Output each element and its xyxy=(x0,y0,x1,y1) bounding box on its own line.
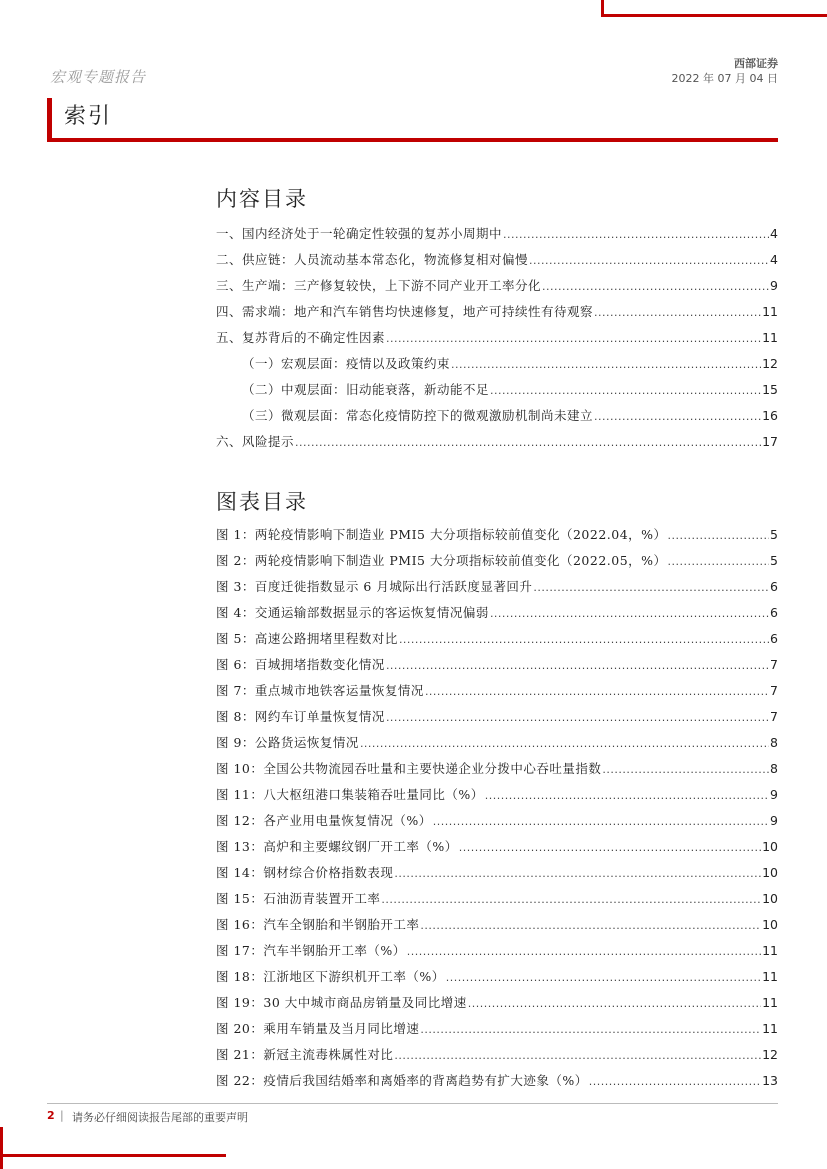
leader-dots xyxy=(490,603,769,624)
top-right-accent-horizontal xyxy=(601,14,827,17)
figure-item[interactable] xyxy=(216,1019,778,1039)
toc-item[interactable] xyxy=(216,432,778,452)
leader-dots xyxy=(360,733,769,754)
toc-item[interactable] xyxy=(216,328,778,348)
figure-item[interactable] xyxy=(216,889,778,909)
figure-item-page: 12 xyxy=(762,1047,778,1062)
leader-dots xyxy=(433,811,769,832)
leader-dots xyxy=(589,1071,761,1092)
toc-item-page: 4 xyxy=(770,226,778,241)
toc-item-label: 一、国内经济处于一轮确定性较强的复苏小周期中 xyxy=(216,226,503,241)
figure-item[interactable] xyxy=(216,733,778,753)
leader-dots xyxy=(381,889,761,910)
figure-item-page: 7 xyxy=(770,709,778,724)
leader-dots xyxy=(399,629,769,650)
toc-item[interactable] xyxy=(216,250,778,270)
leader-dots xyxy=(394,1045,761,1066)
figure-item-label: 图 14：钢材综合价格指数表现 xyxy=(216,865,394,880)
toc-item-label: 六、风险提示 xyxy=(216,434,295,449)
toc-item-page: 12 xyxy=(762,356,778,371)
figures-title: 图表目录 xyxy=(216,490,308,514)
figure-item-label: 图 2：两轮疫情影响下制造业 PMI5 大分项指标较前值变化（2022.05，%） xyxy=(216,553,667,568)
toc-subitem[interactable] xyxy=(216,380,778,400)
figure-item[interactable] xyxy=(216,759,778,779)
leader-dots xyxy=(668,525,770,546)
leader-dots xyxy=(503,224,769,245)
leader-dots xyxy=(295,432,761,453)
toc-item-page: 16 xyxy=(762,408,778,423)
figure-item-label: 图 19：30 大中城市商品房销量及同比增速 xyxy=(216,995,467,1010)
figure-item-label: 图 4：交通运输部数据显示的客运恢复情况偏弱 xyxy=(216,605,489,620)
leader-dots xyxy=(594,406,761,427)
toc-item-label: （一）宏观层面：疫情以及政策约束 xyxy=(242,356,451,371)
footer-divider xyxy=(47,1103,778,1104)
figure-item-label: 图 7：重点城市地铁客运量恢复情况 xyxy=(216,683,424,698)
figure-item[interactable] xyxy=(216,967,778,987)
contents-title: 内容目录 xyxy=(216,187,308,211)
figure-item-label: 图 12：各产业用电量恢复情况（%） xyxy=(216,813,432,828)
footer-disclaimer: 请务必仔细阅读报告尾部的重要声明 xyxy=(72,1111,248,1124)
figure-item-label: 图 17：汽车半钢胎开工率（%） xyxy=(216,943,406,958)
figure-item-label: 图 20：乘用车销量及当月同比增速 xyxy=(216,1021,420,1036)
leader-dots xyxy=(485,785,769,806)
report-type: 宏观专题报告 xyxy=(50,68,147,86)
leader-dots xyxy=(594,302,761,323)
figure-item-page: 10 xyxy=(762,839,778,854)
figure-item-label: 图 22：疫情后我国结婚率和离婚率的背离趋势有扩大迹象（%） xyxy=(216,1073,588,1088)
leader-dots xyxy=(386,655,769,676)
figure-item-page: 10 xyxy=(762,891,778,906)
leader-dots xyxy=(533,577,769,598)
leader-dots xyxy=(446,967,761,988)
figure-item-label: 图 6：百城拥堵指数变化情况 xyxy=(216,657,385,672)
figure-item-page: 7 xyxy=(770,657,778,672)
toc-item-page: 15 xyxy=(762,382,778,397)
figure-item[interactable] xyxy=(216,629,778,649)
figure-item-label: 图 8：网约车订单量恢复情况 xyxy=(216,709,385,724)
leader-dots xyxy=(459,837,761,858)
toc-item-label: 二、供应链：人员流动基本常态化，物流修复相对偏慢 xyxy=(216,252,529,267)
figure-item[interactable] xyxy=(216,603,778,623)
leader-dots xyxy=(425,681,769,702)
toc-item-label: （二）中观层面：旧动能衰落，新动能不足 xyxy=(242,382,490,397)
figure-item-page: 6 xyxy=(770,579,778,594)
leader-dots xyxy=(407,941,761,962)
figure-item-label: 图 13：高炉和主要螺纹钢厂开工率（%） xyxy=(216,839,458,854)
figure-item[interactable] xyxy=(216,707,778,727)
figure-item[interactable] xyxy=(216,525,778,545)
leader-dots xyxy=(490,380,761,401)
figure-item-page: 13 xyxy=(762,1073,778,1088)
figure-item[interactable] xyxy=(216,1071,778,1091)
figure-item-page: 9 xyxy=(770,787,778,802)
figure-item-label: 图 18：江浙地区下游织机开工率（%） xyxy=(216,969,445,984)
figure-item[interactable] xyxy=(216,577,778,597)
section-title: 索引 xyxy=(64,104,113,129)
figure-item-page: 7 xyxy=(770,683,778,698)
leader-dots xyxy=(668,551,770,572)
figure-item[interactable] xyxy=(216,551,778,571)
toc-item-label: （三）微观层面：常态化疫情防控下的微观激励机制尚未建立 xyxy=(242,408,594,423)
figure-item[interactable] xyxy=(216,785,778,805)
leader-dots xyxy=(386,328,761,349)
toc-subitem[interactable] xyxy=(216,354,778,374)
figure-item-page: 5 xyxy=(770,527,778,542)
leader-dots xyxy=(420,915,761,936)
toc-item[interactable] xyxy=(216,224,778,244)
figure-item-page: 11 xyxy=(762,1021,778,1036)
leader-dots xyxy=(542,276,769,297)
figure-item[interactable] xyxy=(216,837,778,857)
figure-item-page: 6 xyxy=(770,631,778,646)
figure-item-page: 10 xyxy=(762,865,778,880)
figure-item-label: 图 16：汽车全钢胎和半钢胎开工率 xyxy=(216,917,420,932)
figure-item-page: 8 xyxy=(770,761,778,776)
section-bar-vertical xyxy=(47,98,52,140)
figure-item-page: 5 xyxy=(770,553,778,568)
figure-item[interactable] xyxy=(216,655,778,675)
figure-item-page: 11 xyxy=(762,995,778,1010)
toc-item-label: 三、生产端：三产修复较快，上下游不同产业开工率分化 xyxy=(216,278,542,293)
figure-item[interactable] xyxy=(216,811,778,831)
toc-item-page: 17 xyxy=(762,434,778,449)
figure-item-label: 图 21：新冠主流毒株属性对比 xyxy=(216,1047,394,1062)
figure-item-label: 图 10：全国公共物流园吞吐量和主要快递企业分拨中心吞吐量指数 xyxy=(216,761,602,776)
section-bar-horizontal xyxy=(47,138,778,142)
figure-item[interactable] xyxy=(216,993,778,1013)
brand-name: 西部证券 xyxy=(734,57,778,70)
figure-item-page: 11 xyxy=(762,969,778,984)
report-date: 2022 年 07 月 04 日 xyxy=(671,72,778,85)
figure-item-label: 图 11：八大枢纽港口集装箱吞吐量同比（%） xyxy=(216,787,484,802)
figure-item-page: 11 xyxy=(762,943,778,958)
figure-item[interactable] xyxy=(216,915,778,935)
toc-item-page: 9 xyxy=(770,278,778,293)
leader-dots xyxy=(386,707,769,728)
toc-item[interactable] xyxy=(216,276,778,296)
leader-dots xyxy=(420,1019,761,1040)
toc-item-label: 五、复苏背后的不确定性因素 xyxy=(216,330,386,345)
toc-item-page: 11 xyxy=(762,330,778,345)
figure-item-page: 9 xyxy=(770,813,778,828)
figure-item[interactable] xyxy=(216,863,778,883)
figure-item-page: 8 xyxy=(770,735,778,750)
footer-separator: | xyxy=(60,1109,64,1122)
figure-item-label: 图 9：公路货运恢复情况 xyxy=(216,735,359,750)
toc-item-page: 4 xyxy=(770,252,778,267)
figure-item-label: 图 15：石油沥青装置开工率 xyxy=(216,891,381,906)
figure-item-label: 图 1：两轮疫情影响下制造业 PMI5 大分项指标较前值变化（2022.04，%） xyxy=(216,527,667,542)
toc-item[interactable] xyxy=(216,302,778,322)
toc-item-label: 四、需求端：地产和汽车销售均快速修复，地产可持续性有待观察 xyxy=(216,304,594,319)
leader-dots xyxy=(394,863,761,884)
figure-item[interactable] xyxy=(216,941,778,961)
figure-item-page: 10 xyxy=(762,917,778,932)
toc-subitem[interactable] xyxy=(216,406,778,426)
figure-item[interactable] xyxy=(216,1045,778,1065)
leader-dots xyxy=(451,354,761,375)
figure-item-page: 6 xyxy=(770,605,778,620)
figure-item-label: 图 5：高速公路拥堵里程数对比 xyxy=(216,631,398,646)
figure-item-label: 图 3：百度迁徙指数显示 6 月城际出行活跃度显著回升 xyxy=(216,579,533,594)
footer-page-number: 2 xyxy=(47,1109,55,1122)
bottom-left-accent-horizontal xyxy=(0,1154,226,1157)
bottom-left-accent-vertical xyxy=(0,1127,3,1169)
toc-item-page: 11 xyxy=(762,304,778,319)
leader-dots xyxy=(602,759,769,780)
leader-dots xyxy=(529,250,769,271)
leader-dots xyxy=(468,993,761,1014)
figure-item[interactable] xyxy=(216,681,778,701)
